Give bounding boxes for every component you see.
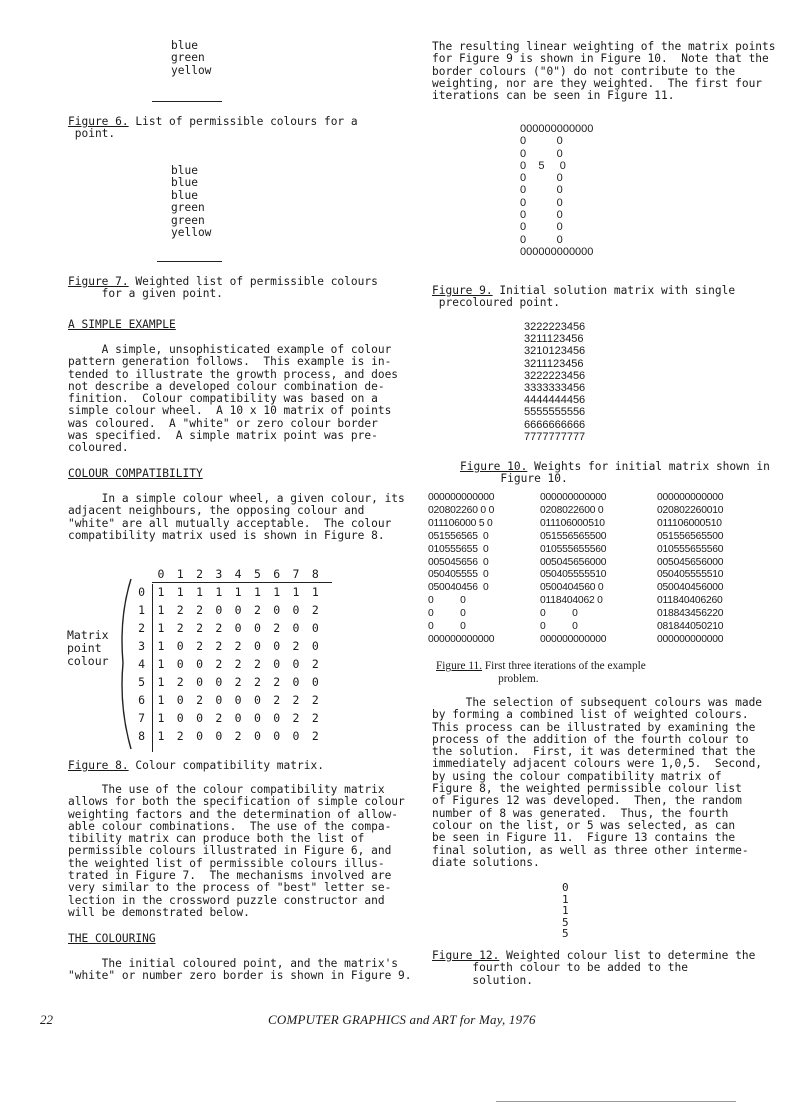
- matrix-table: [132, 565, 325, 745]
- figure-11-iteration-1: 000000000000 020802260 0 0 011106000 5 0 051556565 0 010555655 0 005045656 0 050405555 0 050040456 0 0 0 0 0 0 0 000000000000: [428, 492, 495, 645]
- matrix-cell: 0: [234, 710, 242, 725]
- matrix-cell: 0: [253, 620, 261, 635]
- matrix-cell: 1: [292, 584, 300, 599]
- matrix-cell: 1: [196, 584, 203, 599]
- col-header: 8: [311, 566, 319, 581]
- paragraph-the-colouring: The initial coloured point, and the matrix's "white" or number zero border is shown in Figure 9.: [68, 957, 412, 983]
- matrix-cell: 0: [196, 656, 203, 671]
- matrix-row: [132, 709, 325, 727]
- heading-colour-compatibility: COLOUR COMPATIBILITY: [68, 467, 203, 480]
- matrix-cell: 0: [176, 710, 184, 725]
- matrix-cell: 2: [292, 692, 300, 707]
- matrix-cell: 2: [253, 656, 261, 671]
- page-number: 22: [40, 1012, 53, 1027]
- heading-the-colouring: THE COLOURING: [68, 932, 156, 945]
- matrix-cell: 0: [273, 602, 281, 617]
- matrix-cell: 0: [253, 728, 261, 743]
- matrix-side-label: Matrix point colour: [67, 628, 109, 668]
- matrix-cell: 2: [234, 728, 242, 743]
- matrix-cell: 1: [176, 584, 184, 599]
- heading-simple-example: A SIMPLE EXAMPLE: [68, 318, 176, 331]
- matrix-cell: 2: [311, 602, 319, 617]
- figure-label: Figure 10.: [460, 460, 528, 473]
- matrix-cell: 0: [196, 674, 203, 689]
- paragraph-subsequent-selection: The selection of subsequent colours was made by forming a combined list of weighted colours. This process can be illustrated by examining the process of the addition of the fourth colour to the solution. First, it was determined that the immediately adjacent colours were 1,0,5. Second, by using the colour compatibility matrix of Figure 8, the weighted permissible colour list of Figures 12 was developed. Then, the random number of 8 was generated. Thus, the fourth colour on the list, or 5 was selected, as can be seen in Figure 11. Figure 13 contains the final solution, as well as three other interme- diate solutions.: [432, 696, 763, 869]
- paragraph-colour-compatibility: In a simple colour wheel, a given colour, its adjacent neighbours, the opposing colour and "white" are all mutually acceptable. The colour compatibility matrix used is shown in Figure 8.: [68, 492, 405, 542]
- divider: [152, 101, 222, 102]
- matrix-row: [132, 601, 325, 619]
- figure-label: Figure 7.: [68, 275, 129, 288]
- matrix-cell: 0: [273, 656, 281, 671]
- matrix-cell: 0: [215, 602, 223, 617]
- matrix-cell: 0: [311, 674, 319, 689]
- matrix-cell: 0: [311, 638, 319, 653]
- row-index: 6: [138, 692, 146, 707]
- matrix-cell: 2: [311, 728, 319, 743]
- matrix-row: [132, 691, 325, 709]
- matrix-cell: 2: [311, 710, 319, 725]
- matrix-header-row: [132, 565, 325, 583]
- figure-11-iteration-2: 000000000000 0208022600 0 011106000510 051556565500 010555655560 005045656000 050405555510 0500404560 0 0118404062 0 0 0 0 0 000000000000: [540, 492, 607, 645]
- figure-10-caption: [460, 461, 770, 486]
- figure-12-list: 0 1 1 5 5: [562, 881, 569, 941]
- row-index: 0: [138, 584, 146, 599]
- divider: [157, 261, 222, 262]
- matrix-cell: 0: [215, 692, 223, 707]
- matrix-cell: 0: [234, 620, 242, 635]
- col-header: 3: [215, 566, 223, 581]
- matrix-cell: 2: [196, 620, 203, 635]
- col-header: 6: [273, 566, 281, 581]
- caption-text: List of permissible colours for a point.: [74, 115, 358, 141]
- paragraph-matrix-use: The use of the colour compatibility matrix allows for both the specification of simple colour weighting factors and the determination of allow- able colour combinations. The use of the compa- tibility matrix can produce both the list of permissible colours illustrated in Figure 6, and the weighted list of permissible colours illus- trated in Figure 7. The mechanisms involved are very similar to the process of "best" letter se- lection in the crossword puzzle constructor and will be demonstrated below.: [68, 783, 405, 919]
- caption-text: Weights for initial matrix shown in Figure 10.: [500, 460, 770, 486]
- col-header: 1: [176, 566, 184, 581]
- matrix-cell: 2: [311, 692, 319, 707]
- figure-label: Figure 8.: [68, 759, 129, 772]
- matrix-cell: 2: [196, 602, 203, 617]
- col-header: 7: [292, 566, 300, 581]
- matrix-cell: 1: [157, 728, 165, 743]
- weighted-colour-list: blue blue blue green green yellow: [171, 164, 212, 240]
- matrix-cell: 0: [292, 674, 300, 689]
- matrix-cell: 0: [292, 602, 300, 617]
- figure-11-iteration-3: 000000000000 020802260010 011106000510 051556565500 010555655560 005045656000 050405555510 050040456000 011840406260 018843456220 081844050210 000000000000: [657, 492, 724, 645]
- matrix-cell: 2: [196, 638, 203, 653]
- matrix-header-rule: [152, 582, 332, 583]
- matrix-cell: 2: [176, 620, 184, 635]
- caption-text: First three iterations of the example problem.: [484, 660, 646, 685]
- matrix-cell: 2: [253, 674, 261, 689]
- matrix-cell: 0: [311, 620, 319, 635]
- matrix-cell: 2: [234, 674, 242, 689]
- matrix-cell: 2: [292, 638, 300, 653]
- row-index: 1: [138, 602, 146, 617]
- matrix-cell: 0: [292, 656, 300, 671]
- matrix-row: [132, 637, 325, 655]
- matrix-cell: 0: [234, 692, 242, 707]
- col-header: 5: [253, 566, 261, 581]
- caption-text: Colour compatibility matrix.: [128, 759, 324, 772]
- col-header: 0: [157, 566, 165, 581]
- matrix-cell: 2: [215, 638, 223, 653]
- matrix-cell: 0: [176, 656, 184, 671]
- matrix-cell: 2: [273, 620, 281, 635]
- figure-9-matrix: 000000000000 0 0 0 0 0 5 0 0 0 0 0 0 0 0 0 0 0 0 0 000000000000: [520, 123, 594, 258]
- matrix-cell: 0: [292, 728, 300, 743]
- bottom-edge-line: [496, 1101, 736, 1102]
- colour-list: blue green yellow: [171, 39, 212, 77]
- matrix-cell: 0: [273, 728, 281, 743]
- matrix-cell: 0: [292, 620, 300, 635]
- caption-text: Initial solution matrix with single precoloured point.: [438, 284, 736, 310]
- figure-label: Figure 11.: [436, 660, 483, 672]
- matrix-cell: 2: [176, 602, 184, 617]
- matrix-cell: 1: [157, 620, 165, 635]
- matrix-cell: 1: [157, 674, 165, 689]
- col-header: 2: [196, 566, 203, 581]
- matrix-cell: 1: [311, 584, 319, 599]
- compatibility-matrix: [132, 565, 325, 745]
- matrix-cell: 2: [176, 674, 184, 689]
- figure-11-caption: [436, 660, 646, 685]
- paragraph-resulting-weighting: The resulting linear weighting of the matrix points for Figure 9 is shown in Figure 10. Note that the border colours ("0") do not contribute to the weighting, nor are they weighted. The first four iterations can be seen in Figure 11.: [432, 40, 776, 103]
- matrix-cell: 2: [215, 620, 223, 635]
- matrix-cell: 0: [196, 728, 203, 743]
- matrix-row: [132, 655, 325, 673]
- matrix-cell: 2: [292, 710, 300, 725]
- figure-10-matrix: 3222223456 3211123456 3210123456 3211123456 3222223456 3333333456 4444444456 5555555556 6666666666 7777777777: [524, 321, 586, 443]
- matrix-cell: 2: [234, 638, 242, 653]
- matrix-cell: 2: [234, 656, 242, 671]
- figure-label: Figure 12.: [432, 949, 500, 962]
- journal-footer: COMPUTER GRAPHICS and ART for May, 1976: [268, 1012, 536, 1027]
- matrix-cell: 0: [234, 602, 242, 617]
- matrix-cell: 2: [273, 692, 281, 707]
- figure-9-caption: [432, 285, 735, 310]
- figure-label: Figure 6.: [68, 115, 129, 128]
- matrix-cell: 1: [273, 584, 281, 599]
- matrix-cell: 1: [253, 584, 261, 599]
- matrix-cell: 2: [215, 656, 223, 671]
- row-index: 7: [138, 710, 146, 725]
- matrix-cell: 2: [196, 692, 203, 707]
- matrix-cell: 2: [253, 602, 261, 617]
- matrix-row: [132, 583, 325, 601]
- matrix-cell: 0: [176, 638, 184, 653]
- figure-6-caption: [68, 116, 358, 141]
- row-index: 2: [138, 620, 146, 635]
- matrix-cell: 2: [311, 656, 319, 671]
- matrix-cell: 1: [215, 584, 223, 599]
- matrix-row: [132, 619, 325, 637]
- row-index: 4: [138, 656, 146, 671]
- matrix-cell: 0: [253, 710, 261, 725]
- matrix-cell: 0: [273, 710, 281, 725]
- caption-text: Weighted list of permissible colours for a given point.: [101, 275, 378, 301]
- figure-12-caption: [432, 950, 755, 987]
- matrix-cell: 1: [157, 638, 165, 653]
- row-index: 8: [138, 728, 146, 743]
- matrix-cell: 1: [157, 710, 165, 725]
- matrix-cell: 0: [196, 710, 203, 725]
- matrix-cell: 0: [176, 692, 184, 707]
- matrix-cell: 1: [157, 584, 165, 599]
- matrix-row: [132, 673, 325, 691]
- matrix-cell: 1: [234, 584, 242, 599]
- matrix-side-rule: [152, 584, 153, 752]
- matrix-cell: 2: [273, 674, 281, 689]
- matrix-cell: 1: [157, 602, 165, 617]
- matrix-cell: 0: [215, 674, 223, 689]
- figure-label: Figure 9.: [432, 284, 493, 297]
- col-header: 4: [234, 566, 242, 581]
- figure-7-caption: [68, 276, 378, 301]
- matrix-cell: 0: [273, 638, 281, 653]
- matrix-cell: 0: [215, 728, 223, 743]
- matrix-cell: 2: [176, 728, 184, 743]
- matrix-cell: 0: [253, 692, 261, 707]
- matrix-cell: 0: [253, 638, 261, 653]
- matrix-cell: 1: [157, 692, 165, 707]
- matrix-row: [132, 727, 325, 745]
- matrix-cell: 1: [157, 656, 165, 671]
- figure-8-caption: [68, 760, 324, 772]
- row-index: 5: [138, 674, 146, 689]
- paragraph-simple-example: A simple, unsophisticated example of colour pattern generation follows. This example is in- tended to illustrate the growth process, and does not describe a developed colour combination de- finition. Colour compatibility was based on a simple colour wheel. A 10 x 10 matrix of points was coloured. A "white" or zero colour border was specified. A simple matrix point was pre- coloured.: [68, 343, 399, 455]
- row-index: 3: [138, 638, 146, 653]
- matrix-cell: 2: [215, 710, 223, 725]
- caption-text: Weighted colour list to determine the fourth colour to be added to the solution.: [472, 949, 756, 987]
